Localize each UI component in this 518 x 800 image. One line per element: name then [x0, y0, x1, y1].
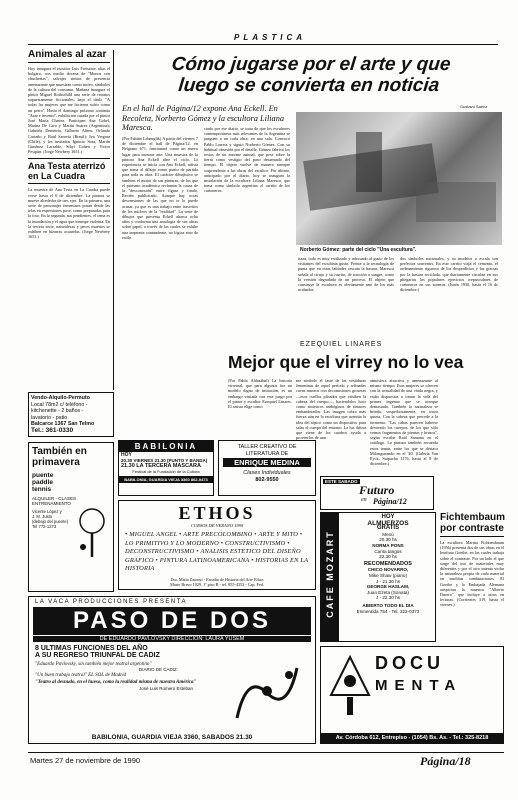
primavera-l3: tennis — [32, 486, 52, 493]
article1-col4: dos símbolos nacionales, y su modelos o escala son perfectos souvenirs. En este carrito viaja el cemento, el ordenamiento riguroso de los desperdicios y las gracias por la basura reciclada, que diariamente circulan en sus pliegarias los populares ejercicios crepusculares de cartoneros en sus sonetos. (Junín 1930, hasta el 16 de diciembre.) — [400, 256, 498, 293]
documenta-ad — [320, 646, 504, 744]
docu-l2: MENTA — [375, 677, 463, 694]
paso-q1: "Eduardo Pavlovsky, sin también mejor teatral argentino" — [35, 662, 152, 667]
cafe-alm2: GRATIS — [376, 525, 400, 532]
fichtembaum-box — [440, 512, 504, 662]
animales-body: Hoy inaugura el escultor Luis Freisztav, alias el bolgaro, con medio docena de "Monos con chucherias", salvajes simios de presencia amenazante que muestran como trofeo, símbolos de la cultura del consumo. Mañana inaugura el pintor Miguel Rothschild una serie de retratos supuestamente ficcionales, bajo el título "A todas las mujeres que me hicieron sufrir como un perro". Hasta el domingo próximo continúa "Azar e invento", exhibición curada por el pintor José María Chavez. Participan Ana Gobel, Marina De Caro y Martín Suárez (Argentina); Gabriela Demetrio, Gilberto Abreu, Orlando Castaño y Raul Saravia (Brasil); Ivo Vergara (Chile), y los invitados Ignacio Sosa, Martín Giménez Larralde, Sibyl Cohen y Victor Pesquin. (Jorge Newbery 1651.) — [28, 66, 110, 155]
cafe-hoy: HOY — [381, 514, 395, 520]
cafe-side-label: CAFE MOZART — [325, 530, 335, 618]
photo-credit: Gustavo Saenz — [460, 104, 488, 109]
subheadline: En el hall de Página/12 expone Ana Eckell. En Recoleta, Norberto Gómez y la escultora Liliana Maresca. — [122, 104, 284, 132]
article2-col3: atmósfera atractiva y amenazante al mismo tiempo. Esas mujeres se ofrecen con la sexualidad de una viuda negra, y están dispuestas a tomar la vida del primer ingenuo que se acerque demasiado. También la naturaleza se brinda, sospechosamente, en trozo quieta. Con la cabeza que precede a la tormenta. "Las cabas parecen haberse devorado los cuerpos, de los que sólo vemos fragmentos de piernas y brazos", según escribe Raúl Santana en el catálogo. La pintura también recuerda estos temas, entre los que se destaca Milongueando en el '40. (Galería Van Eyck, Suipacha 1176, hasta el 8 de diciembre.) — [370, 378, 438, 467]
cafe-r3: J - 21.30 hs — [375, 578, 400, 584]
paso-title: PASO DE DOS — [33, 607, 311, 635]
babilonia-line3: Festival de la Fundación de la Cultura — [132, 469, 200, 474]
taller-l2: LITERATURA DE — [245, 450, 289, 457]
article2-author: EZEQUIEL LINARES — [300, 341, 383, 348]
futuro-top: ESTE SABADO — [325, 479, 358, 484]
primavera-l8: (debajo del puente) — [32, 519, 69, 524]
cafe-mozart-ad — [320, 512, 436, 642]
paso-pre: LA VACA PRODUCCIONES PRESENTA — [35, 599, 187, 605]
paso-q3: "Teatro al desnudo, en el hueso, como la realidad misma de nuestra América" — [35, 680, 197, 685]
taller-l4: Clases Individuales — [243, 470, 291, 476]
article1-col3: traza, todo es muy estilizado y adecuado al gusto de los visitantes del escultista gusto. Frente a la tecnología de punta que en otras latitudes rescata la basura, Maresca señala al cirujo y su carrito, de tracción a sangre, como la versión degradada de un proceso. El objeto que construye la escultora es obviamente uno de los más acabados. — [298, 256, 394, 293]
paso-q3s: José Luis Romero Esteban — [139, 686, 194, 691]
article2-col2: me símbolo el faste de las vestiduras femeninas de aquel período y refinadas cavas museos con decomisiones groseras —esos cuellos plisados que exhiben la cabeza del cuerpo—, baciendolos lucir como siniestros andróginos de rimaces embanderados. Las imagen cobra más fuerza aún en la escultura que acentúa la idea del tópico como un dispositivo para salas el cuerpo del entorno. La luz difusa que viene de los cuadros ayuda a proveerlos de una — [296, 378, 366, 441]
cafe-r5: Juan Ezeta (Sonata) — [367, 589, 409, 595]
cafe-r6: J - 22.30 hs — [375, 595, 400, 601]
ethos-dir: Dra. Matta Zatonyi - Estudio de Historia del Arte Ethos — [170, 576, 264, 582]
vendo-line5: Balcarce 1367 San Telmo — [31, 421, 95, 428]
paso-addr: BABILONIA, GUARDIA VIEJA 3360, SABADOS 21.30 — [91, 734, 253, 741]
paso-q2: "Un buen trabajo teatral" EL SOL de Madrid — [35, 673, 127, 678]
footer-rule — [28, 752, 504, 753]
paso-q1s: DIARIO DE CADIZ — [139, 667, 177, 672]
documenta-logo-icon — [329, 655, 371, 719]
cafe-m1: Menú — [382, 531, 394, 537]
cafe-r1: CHICO NOVARRO, — [367, 567, 409, 573]
fichtembaum-title2: por contraste — [440, 523, 504, 537]
paso-by: DE EDUARDO PAVLOVSKY DIRECCION: LAURA YUSEM — [33, 636, 311, 642]
cafe-ab: ABIERTO TODO EL DIA — [362, 602, 414, 608]
paso-de-dos-ad — [28, 596, 316, 744]
vendo-line1: Vendo-Alquilo-Permuto — [31, 395, 90, 401]
article2-headline: Mejor que el virrey no lo vea — [228, 352, 464, 372]
primavera-title1: También en — [32, 446, 87, 457]
primavera-l9: Tel 772-1273 — [32, 524, 57, 529]
footer-paper: Página/18 — [420, 754, 471, 768]
anatesta-title: Ana Testa aterrizó en La Cuadra — [28, 158, 110, 184]
taller-ad — [218, 440, 316, 496]
babilonia-hoy: HOY — [121, 452, 132, 458]
paddle-tennis-icon — [75, 503, 109, 563]
cafe-rec: RECOMENDADOS — [364, 560, 412, 567]
cafe-m2: 20.30 hs — [379, 537, 397, 543]
babilonia-line1: 20.30 VIERNES 21.30 (PUNTO Y BANDA) — [121, 458, 208, 463]
headline-line2: luego se convierta en noticia — [177, 75, 441, 96]
primavera-l7: J. M. Justo — [32, 514, 53, 519]
vendo-line4: lavatorio - patio — [31, 414, 68, 421]
babilonia-line2: 21.30 LA TERCERA MASCARA — [121, 463, 201, 469]
ethos-sub: CURSOS DE VERANO 1990 — [190, 523, 244, 528]
cafe-m5: 22.30 hs — [379, 554, 397, 560]
futuro-word: Futuro — [359, 483, 395, 497]
section-header: PLASTICA — [234, 33, 306, 42]
primavera-l1: puente — [32, 472, 54, 479]
cafe-side — [321, 513, 339, 641]
primavera-l6: Vicente López y — [32, 509, 62, 514]
futuro-en: en — [361, 497, 367, 503]
cafe-m3: NORMA PONS — [372, 542, 404, 548]
animales-title: Animales al azar — [28, 50, 110, 63]
taller-l3: ENRIQUE MEDINA — [223, 458, 311, 467]
vendo-line2: Local 78m2 c/ teléfono - — [31, 401, 88, 408]
ethos-addr: Mario Bravo 1029, 1º piso B - tel. 855-4353 - Cap. Fed. — [170, 581, 264, 587]
vendo-ad — [28, 392, 114, 437]
footer-date: Martes 27 de noviembre de 1990 — [30, 756, 141, 765]
futuro-paper: Página/12 — [373, 497, 407, 506]
headline-line1: Cómo jugarse por el arte y que — [170, 54, 452, 75]
fichtembaum-title1: Fichtembaum — [440, 512, 506, 523]
cafe-content — [341, 515, 435, 614]
docu-addr: Av. Córdoba 612, Entrepiso - (1054) Bs. As. - Tel.: 325-8218 — [321, 733, 503, 743]
left-column — [28, 50, 110, 385]
article2-col1: (Por Pablo Aldazábal) La historia virreinal, que para algunos fue un modelo digno de imitación, es un embargo visitada con este juego por el pintor y escultor Ezequiel Linares. El artista elige como — [228, 378, 292, 410]
main-headline — [118, 54, 502, 96]
column-rule — [113, 50, 114, 390]
cafe-alm1: ALMUERZOS — [367, 519, 409, 527]
anatesta-body: La muestra de Ana Testa en La Cuadra puede verse hasta el 6 de diciembre. La pintora se mueve alrededor de tres ejes. En la primera, una serie de personajes femeninos posan desde las telas en expresiones pose, como preparadas para la foto. En la segunda, sus pendientes, el tema es la inundación y el agua que irrumpe violenta. En la tercera serie, naturalezas y peces muertos se exhiben en bizarras acuarelas. (Jorge Newbery 1651.) — [28, 187, 110, 240]
primavera-l5: ENTRENAMIENTO — [32, 501, 71, 506]
sculpture-photo — [296, 112, 502, 245]
fichtembaum-body: La escultora Marina Fichtembaum (1956) presenta dos de sus obras en el Instituto Goethe, en las cuales trabaja sobre el contraste. Por un lado el que surge del uso de materiales muy diferentes y por el otro intenta violar la naturaleza propia de cada material en insólitas combinaciones. El Goethe y la Embajada Alemana auspician la muestra "Alberto Durero", que incluye a otros en lecturas. (Corrientes 319, hasta el viernes.) — [440, 540, 504, 608]
ethos-title: ETHOS — [178, 503, 256, 523]
primavera-l4: ALQUILER - CLASES — [32, 496, 77, 501]
cafe-m4: Canta tangos — [374, 548, 402, 554]
babilonia-addr: BABILONIA, GUARDIA VIEJA 3360 862-0473 — [119, 476, 213, 483]
header-rule — [28, 44, 498, 45]
docu-l1: DOCU — [375, 653, 444, 673]
cafe-r2: Mike Shaw (piano) — [368, 572, 408, 578]
ethos-ad — [118, 500, 316, 590]
article1-col1: (Por Fabián Lebenglik) A partir del viernes 7 de diciembre el hall de Página/12, en Belgrano 671, funcionará como un nuevo lugar para mostrar arte. Una muestra de la pintora Ana Eckell abre el ciclo. La experiencia se inicia con Ana Eckell, artista que toma al dibujo como punto de partida para toda su obra. El carácter dibujístico se tambien el motor de sus pinturas, de las que el purismo académico reclaman la causa de la "desconexión" entre figura y fondo. Recién publicitado. Aunque hay ocras descensiones de las que no te lo puede acusar, ya que es una trabajo entre trascritos de los núcleos de la "realidad". La serie de dibujos que presenta Eckell abarca ocho años y conforma una antología de sus obras sobre papel, a través de las cuales se exhibe una impronta contundente, no lógica sino de estilo. — [122, 136, 198, 240]
primavera-ad — [28, 442, 114, 592]
taller-l5: 802-9550 — [255, 476, 279, 483]
primavera-title2: primavera — [32, 457, 80, 468]
photo-caption: Norberto Gómez: parte del ciclo "Una escultura". — [300, 247, 417, 253]
cafe-r4: GEORGE HASLAM, — [366, 584, 410, 590]
cafe-addr: Esmeralda 754 - Tel. 322-0373 — [356, 608, 420, 614]
article1-col2: ciado por ese diario, se trata de que los escultores contemporáneos más relevantes de la Argentina se junguen a un cada obra, en una sala. Convocó Pablo Larreta y siguió Norberto Gómez. Con su habitual obsesión por el detalle, Gómez fabricó los restos de un enorme animal, que pese sobre la tierra como vestigio del paso desarmado del tiempo. El objeto vuelve de manera siempre sorprendente a las obras del escultor. Por último, anticipado por el diario, hoy se inaugura la instalación de la escultora Liliana Maresca, que toma como símbolo argentino el carrito de los cartoneros. — [204, 126, 290, 194]
babilonia-title: BABILONIA — [119, 441, 213, 452]
paso-ult2: A SU REGRESO TRIUNFAL DE CADIZ — [35, 652, 160, 659]
ethos-items: • MIGUEL ANGEL • ARTE PRECOLOMBINO • ARTE Y MITO • LO PRIMITIVO Y LO MODERNO • CONSTRUCTIVISMO • DECONSTRUCTIVISMO • ANALISIS ESTETICO DEL DISEÑO GRAFICO • PINTURA LATINOAMERICANA • HISTORIAS EN LA HISTORIA — [125, 531, 309, 572]
babilonia-ad — [118, 440, 214, 496]
futuro-ad — [320, 476, 434, 510]
vendo-line6: Tel.: 361-0330 — [31, 426, 74, 434]
paso-ult1: 8 ULTIMAS FUNCIONES DEL AÑO — [35, 645, 148, 652]
dancers-illustration-icon — [227, 663, 307, 723]
taller-l1: TALLER CREATIVO DE — [237, 444, 297, 450]
vendo-line3: kitchenette - 2 baños - — [31, 408, 84, 415]
primavera-l2: paddle — [32, 479, 53, 486]
